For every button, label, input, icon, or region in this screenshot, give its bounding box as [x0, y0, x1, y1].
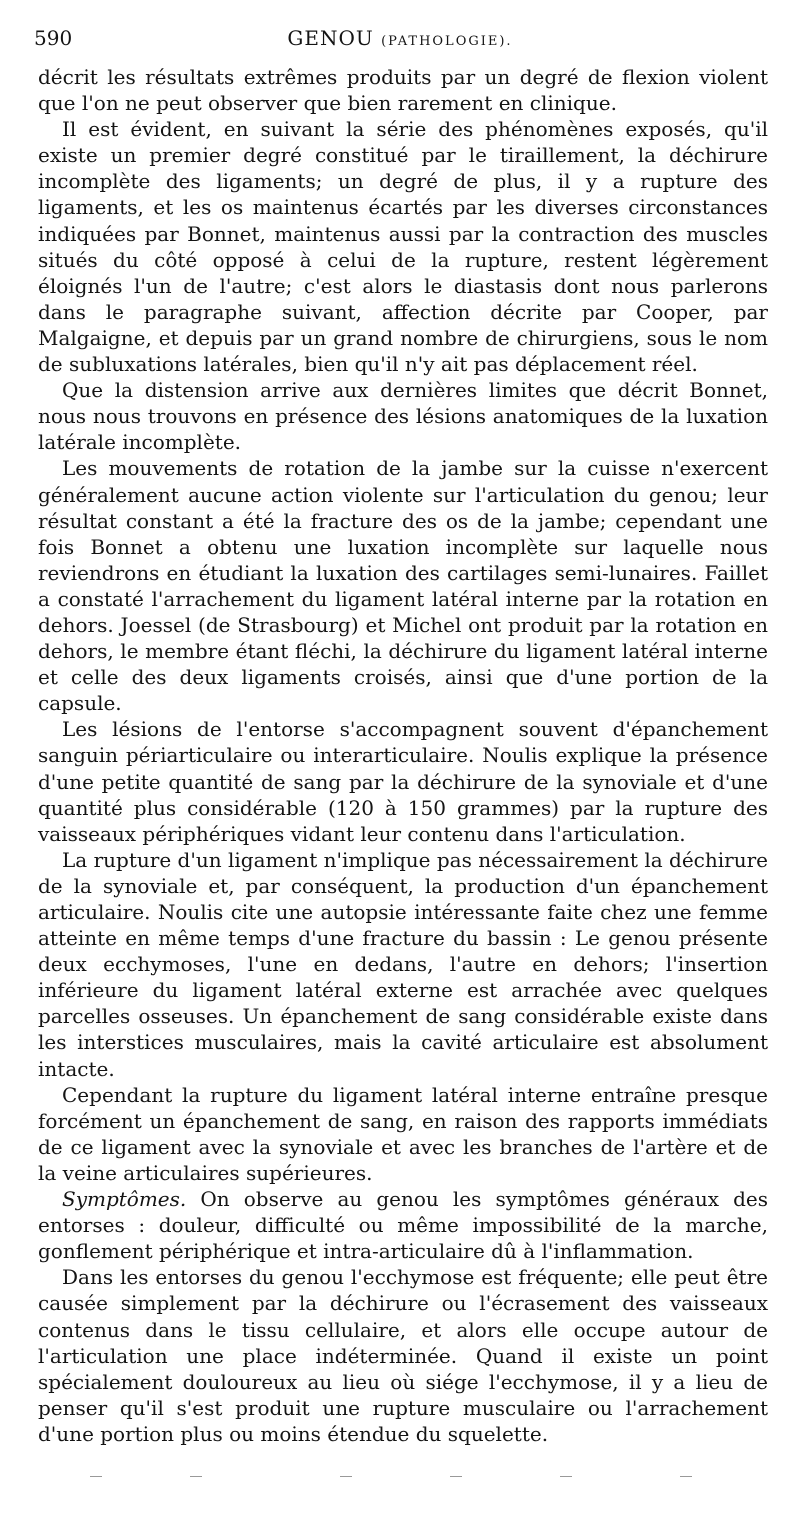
section-heading-symptoms: Symptômes.: [62, 1187, 187, 1212]
running-title-main: GENOU: [287, 26, 374, 50]
scan-mark: [190, 1476, 202, 1477]
running-header: [34, 26, 766, 56]
scan-mark: [90, 1476, 102, 1477]
running-title: [34, 26, 766, 50]
paragraph: Dans les entorses du genou l'ecchymose est fréquente; elle peut être causée simplement par la déchirure ou l'écrasement des vaisseaux contenus dans le tissu cellulaire, et alors elle occupe autour de l'articulation une place indéterminée. Quand il existe un point spécialement douloureux au lieu où siége l'ecchymose, il y a lieu de penser qu'il s'est produit une rupture musculaire ou l'arrachement d'une portion plus ou moins étendue du squelette.: [38, 1265, 768, 1446]
paragraph: La rupture d'un ligament n'implique pas nécessairement la déchirure de la synoviale et, par conséquent, la production d'un épanchement articulaire. Noulis cite une autopsie intéressante faite chez une femme atteinte en même temps d'une fracture du bassin : Le genou présente deux ecchymoses, l'une en dedans, l'autre en dehors; l'insertion inférieure du ligament latéral externe est arrachée avec quelques parcelles osseuses. Un épanchement de sang considérable existe dans les interstices musculaires, mais la cavité articulaire est absolument intacte.: [38, 847, 768, 1081]
footer-scan-marks: [90, 1476, 710, 1486]
paragraph: Il est évident, en suivant la série des phénomènes exposés, qu'il existe un premier degré constitué par le tiraillement, la déchirure incomplète des ligaments; un degré de plus, il y a rupture des ligaments, et les os maintenus écartés par les diverses circonstances indiquées par Bonnet, maintenus aussi par la contraction des muscles situés du côté opposé à celui de la rupture, restent légèrement éloignés l'un de l'autre; c'est alors le diastasis dont nous parlerons dans le paragraphe suivant, affection décrite par Cooper, par Malgaigne, et depuis par un grand nombre de chirurgiens, sous le nom de subluxations latérales, bien qu'il n'y ait pas déplacement réel.: [38, 117, 768, 377]
page-body: [38, 64, 768, 1447]
scan-mark: [680, 1476, 692, 1477]
running-title-subtitle: (PATHOLOGIE).: [381, 34, 513, 49]
symptoms-paragraph: [38, 1186, 768, 1264]
paragraph: Les lésions de l'entorse s'accompagnent souvent d'épanchement sanguin périarticulaire ou interarticulaire. Noulis explique la présence d'une petite quantité de sang par la déchirure de la synoviale et d'une quantité plus considérable (120 à 150 grammes) par la rupture des vaisseaux périphériques vidant leur contenu dans l'articulation.: [38, 717, 768, 846]
scan-mark: [560, 1476, 572, 1477]
page-number: 590: [34, 26, 73, 50]
paragraph: Les mouvements de rotation de la jambe sur la cuisse n'exercent généralement aucune action violente sur l'articulation du genou; leur résultat constant a été la fracture des os de la jambe; cependant une fois Bonnet a obtenu une luxation incomplète sur laquelle nous reviendrons en étudiant la luxation des cartilages semi-lunaires. Faillet a constaté l'arrachement du ligament latéral interne par la rotation en dehors. Joessel (de Strasbourg) et Michel ont produit par la rotation en dehors, le membre étant fléchi, la déchirure du ligament latéral interne et celle des deux ligaments croisés, ainsi que d'une portion de la capsule.: [38, 456, 768, 716]
paragraph: Que la distension arrive aux dernières limites que décrit Bonnet, nous nous trouvons en présence des lésions anatomiques de la luxation latérale incomplète.: [38, 378, 768, 455]
symptoms-text: On observe au genou les symptômes généraux des entorses : douleur, difficulté ou même impossibilité de la marche, gonflement périphérique et intra-articulaire dû à l'inflammation.: [38, 1187, 768, 1264]
paragraph: Cependant la rupture du ligament latéral interne entraîne presque forcément un épanchement de sang, en raison des rapports immédiats de ce ligament avec la synoviale et avec les branches de l'artère et de la veine articulaires supérieures.: [38, 1082, 768, 1185]
scan-mark: [450, 1476, 462, 1477]
scan-mark: [340, 1476, 352, 1477]
paragraph-continued: décrit les résultats extrêmes produits par un degré de flexion violent que l'on ne peut observer que bien rarement en clinique.: [38, 65, 768, 116]
